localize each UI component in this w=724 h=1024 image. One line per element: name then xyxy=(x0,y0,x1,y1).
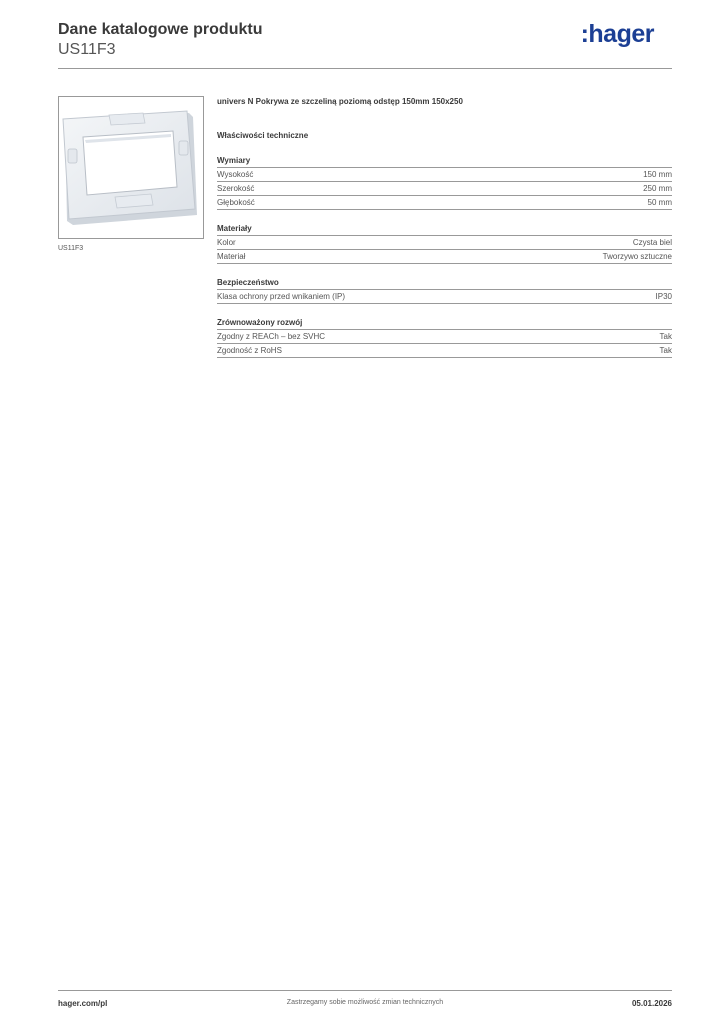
row-value: 150 mm xyxy=(643,170,672,179)
logo-text: hager xyxy=(588,20,654,48)
product-code: US11F3 xyxy=(58,41,116,58)
row-value: 250 mm xyxy=(643,184,672,193)
section-title: Zrównoważony rozwój xyxy=(217,317,672,330)
technical-properties-heading: Właściwości techniczne xyxy=(217,131,309,140)
row-label: Zgodność z RoHS xyxy=(217,346,282,355)
table-row xyxy=(217,290,672,304)
row-label: Szerokość xyxy=(217,184,255,193)
row-label: Kolor xyxy=(217,238,236,247)
row-value: Tak xyxy=(659,346,672,355)
product-details xyxy=(217,96,672,358)
table-row xyxy=(217,330,672,344)
footer-divider xyxy=(58,990,672,991)
row-value: IP30 xyxy=(655,292,672,301)
document-date: 05.01.2026 xyxy=(631,999,672,1008)
product-image xyxy=(58,96,204,239)
logo-mark: : xyxy=(580,20,589,48)
table-row xyxy=(217,250,672,264)
page-title: Dane katalogowe produktu xyxy=(58,21,263,38)
row-value: Tworzywo sztuczne xyxy=(602,252,672,261)
table-row xyxy=(217,168,672,182)
table-row xyxy=(217,344,672,358)
table-row xyxy=(217,182,672,196)
row-label: Materiał xyxy=(217,252,246,261)
section-safety xyxy=(217,277,672,304)
section-dimensions xyxy=(217,155,672,210)
hager-logo[interactable] xyxy=(581,20,654,48)
page-header xyxy=(58,20,672,68)
row-value: Czysta biel xyxy=(632,238,672,247)
disclaimer-text: Zastrzegamy sobie możliwość zmian technicznych xyxy=(286,999,444,1006)
row-value: Tak xyxy=(659,332,672,341)
row-label: Wysokość xyxy=(217,170,254,179)
section-title: Bezpieczeństwo xyxy=(217,277,672,290)
section-title: Materiały xyxy=(217,223,672,236)
header-divider xyxy=(58,68,672,69)
section-materials xyxy=(217,223,672,264)
section-sustainability xyxy=(217,317,672,358)
row-label: Zgodny z REACh – bez SVHC xyxy=(217,332,326,341)
table-row xyxy=(217,196,672,210)
cover-plate-image xyxy=(59,97,203,238)
website-link[interactable]: hager.com/pl xyxy=(58,999,108,1008)
row-label: Klasa ochrony przed wnikaniem (IP) xyxy=(217,292,346,301)
image-caption: US11F3 xyxy=(58,245,84,252)
row-label: Głębokość xyxy=(217,198,255,207)
section-title: Wymiary xyxy=(217,155,672,168)
page-footer xyxy=(58,999,672,1011)
product-description: univers N Pokrywa ze szczeliną poziomą odstęp 150mm 150x250 xyxy=(217,97,463,106)
row-value: 50 mm xyxy=(647,198,672,207)
table-row xyxy=(217,236,672,250)
